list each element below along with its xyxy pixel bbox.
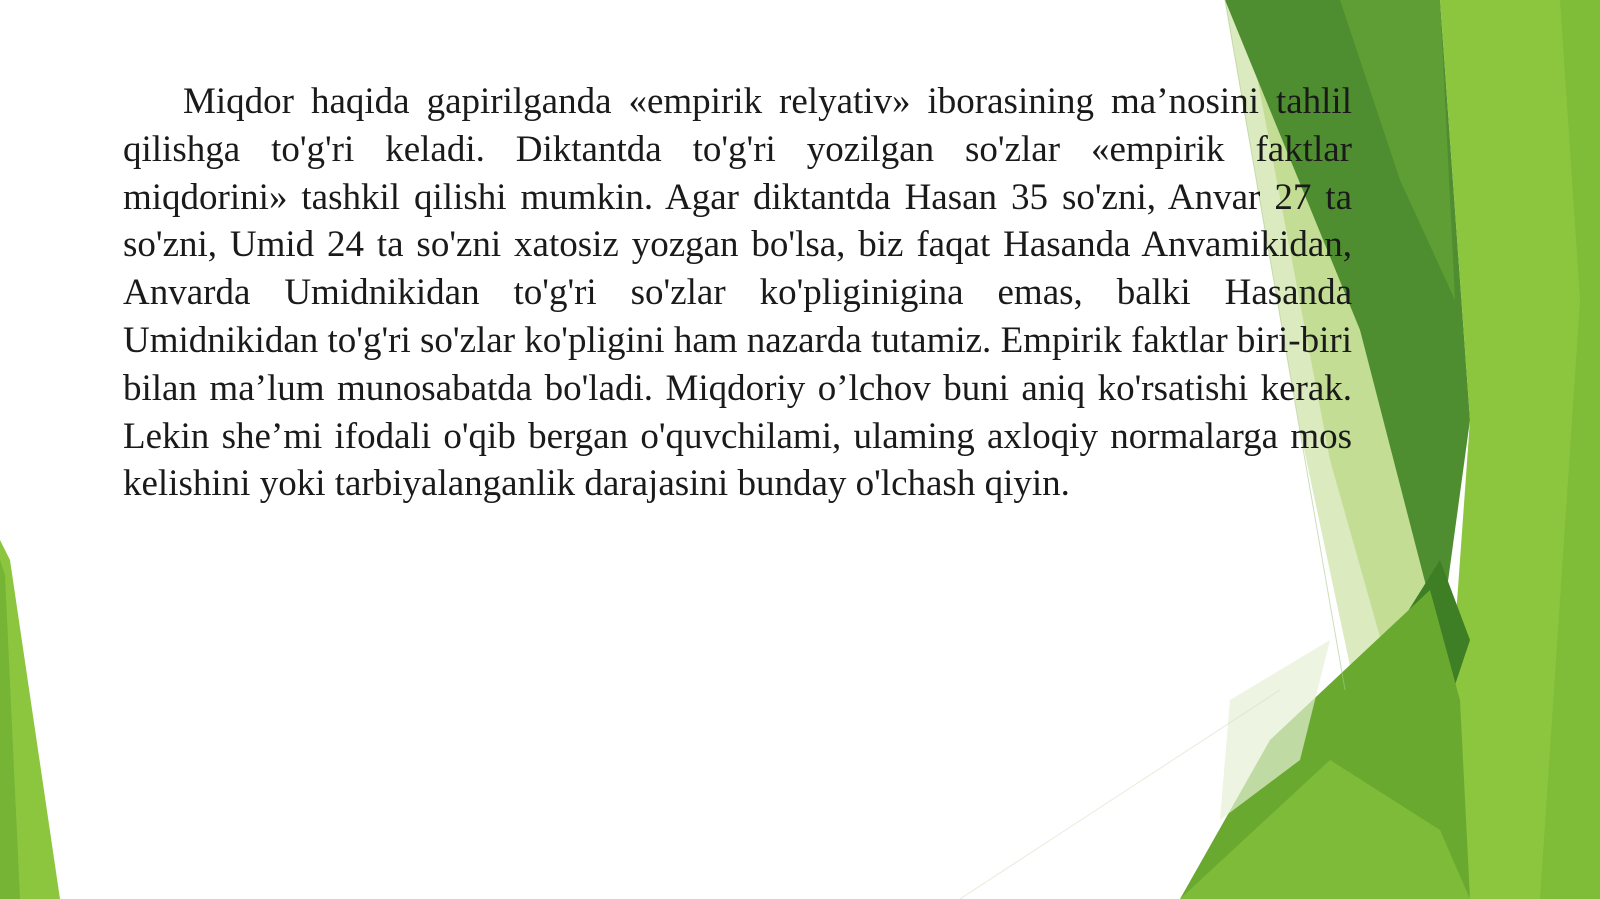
- body-paragraph: Miqdor haqida gapirilganda «empirik relyativ» iborasining ma’nosini tahlil qilishga to'g'ri keladi. Diktantda to'g'ri yozilgan so'zlar «empirik faktlar miqdorini» tashkil qilishi mumkin. Agar diktantda Hasan 35 so'zni, Anvar 27 ta so'zni, Umid 24 ta so'zni xatosiz yozgan bo'lsa, biz faqat Hasanda Anvamikidan, Anvarda Umidnikidan to'g'ri so'zlar ko'pliginigina emas, balki Hasanda Umidnikidan to'g'ri so'zlar ko'pligini ham nazarda tutamiz. Empirik faktlar biri-biri bilan ma’lum munosabatda bo'ladi. Miqdoriy o’lchov buni aniq ko'rsatishi kerak. Lekin she’mi ifodali o'qib bergan o'quvchilami, ulaming axloqiy normalarga mos kelishini yoki tarbiyalanganlik darajasini bunday o'lchash qiyin.: [123, 81, 1352, 505]
